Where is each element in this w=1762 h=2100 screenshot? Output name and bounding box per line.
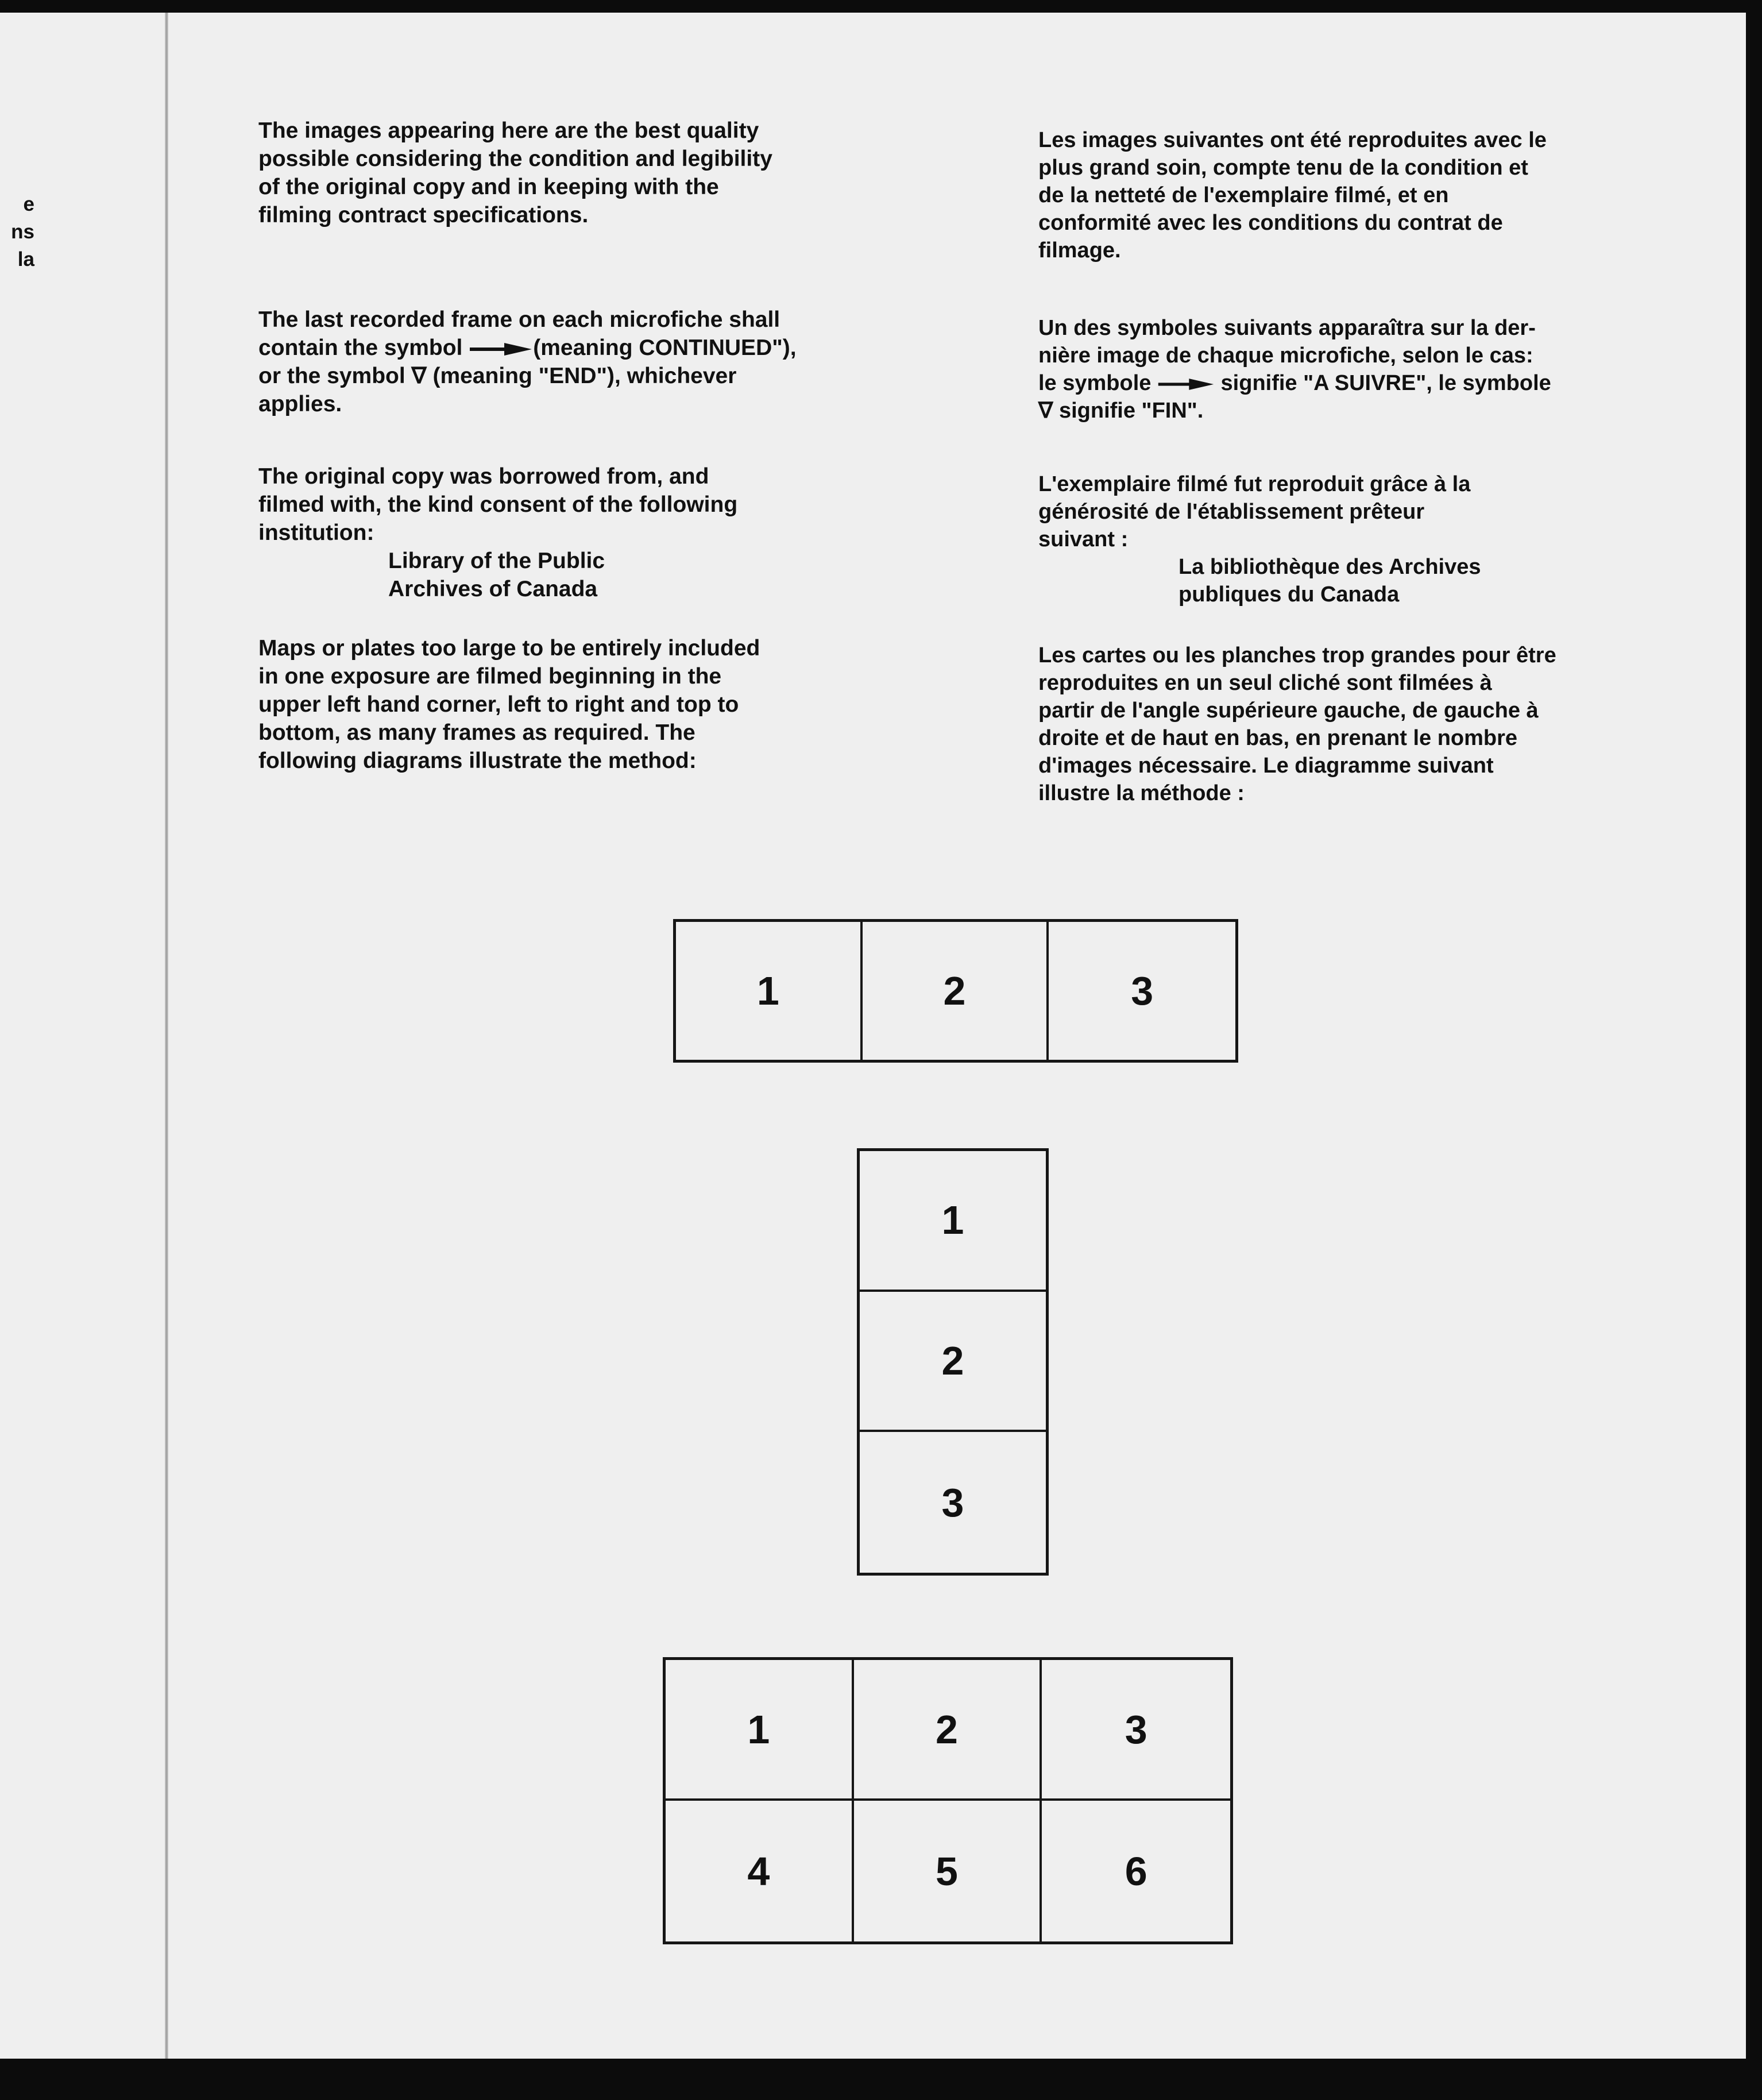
text-line: Un des symboles suivants apparaîtra sur la der- [1038, 316, 1536, 340]
text-line: nière image de chaque microfiche, selon le cas: [1038, 343, 1533, 368]
text-line: in one exposure are filmed beginning in the [258, 664, 722, 689]
frame-cell: 6 [1125, 1848, 1147, 1894]
text-fragment: (meaning "END"), whichever [426, 364, 737, 388]
text-line: droite et de haut en bas, en prenant le nombre [1038, 726, 1518, 750]
frame-cell: 2 [854, 1660, 1042, 1801]
text-line: de la netteté de l'exemplaire filmé, et en [1038, 183, 1449, 207]
text-line [258, 334, 797, 362]
text-line [1038, 369, 1551, 397]
text-line: filming contract specifications. [258, 203, 589, 227]
left-fragment-line: ns [11, 221, 34, 243]
text-line: Les cartes ou les planches trop grandes pour être [1038, 643, 1556, 667]
triangle-down-icon: ∇ [411, 364, 427, 388]
text-line: The images appearing here are the best quality [258, 118, 759, 143]
text-line: Maps or plates too large to be entirely included [258, 636, 760, 661]
frame-cell: 1 [860, 1151, 1046, 1292]
microfiche-target-page [0, 13, 1746, 2059]
fr-symbol-paragraph [1038, 314, 1551, 424]
frame-cell: 2 [860, 1292, 1046, 1433]
institution-name: Archives of Canada [388, 577, 598, 601]
text-fragment: or the symbol [258, 364, 412, 388]
text-line: générosité de l'établissement prêteur [1038, 500, 1425, 524]
institution-name: Library of the Public [388, 549, 605, 573]
text-fragment: signifie "A SUIVRE", le symbole [1214, 371, 1551, 395]
left-fragment-line: e [23, 193, 34, 215]
diagram-grid-frames [663, 1657, 1233, 1944]
institution-name: La bibliothèque des Archives [1178, 555, 1481, 579]
arrow-right-icon [1157, 377, 1215, 391]
text-line: L'exemplaire filmé fut reproduit grâce à la [1038, 472, 1471, 496]
text-line [1038, 397, 1551, 424]
text-line: plus grand soin, compte tenu de la condition et [1038, 156, 1528, 180]
text-line: filmage. [1038, 238, 1121, 262]
text-line: filmed with, the kind consent of the following [258, 492, 738, 517]
text-line: Les images suivantes ont été reproduites avec le [1038, 128, 1547, 152]
text-line: possible considering the condition and legibility [258, 146, 772, 171]
text-line: d'images nécessaire. Le diagramme suivant [1038, 754, 1494, 778]
text-line: illustre la méthode : [1038, 781, 1245, 805]
fr-quality-paragraph [1038, 126, 1547, 264]
frame-cell: 5 [854, 1801, 1042, 1941]
frame-cell: 2 [863, 922, 1049, 1060]
triangle-down-icon: ∇ [1038, 399, 1053, 423]
text-fragment: le symbole [1038, 371, 1157, 395]
page-fold-divider [165, 13, 168, 2059]
text-line: of the original copy and in keeping with the [258, 175, 719, 199]
text-fragment: contain the symbol [258, 335, 469, 360]
frame-cell: 3 [941, 1480, 964, 1525]
frame-cell: 1 [676, 922, 863, 1060]
text-line: institution: [258, 520, 374, 545]
left-page-fragment [0, 191, 34, 273]
text-fragment: signifie "FIN". [1053, 399, 1204, 423]
frame-cell: 3 [1131, 968, 1154, 1013]
text-line: upper left hand corner, left to right and top to [258, 692, 739, 717]
en-symbol-paragraph [258, 306, 797, 418]
fr-maps-paragraph [1038, 642, 1556, 807]
text-line: bottom, as many frames as required. The [258, 720, 695, 745]
text-line: following diagrams illustrate the method: [258, 748, 697, 773]
text-line: conformité avec les conditions du contrat de [1038, 211, 1503, 235]
text-fragment: (meaning CONTINUED"), [533, 335, 797, 360]
text-line: applies. [258, 392, 342, 416]
text-line: The original copy was borrowed from, and [258, 464, 709, 489]
frame-cell: 4 [666, 1801, 854, 1941]
frame-cell: 3 [1042, 1660, 1230, 1801]
left-fragment-line: la [17, 248, 34, 271]
en-institution-paragraph [258, 462, 737, 603]
institution-name: publiques du Canada [1178, 582, 1400, 607]
text-line: reproduites en un seul cliché sont filmées à [1038, 671, 1492, 695]
en-quality-paragraph [258, 117, 772, 229]
frame-cell: 1 [666, 1660, 854, 1801]
diagram-vertical-frames [857, 1148, 1049, 1576]
fr-institution-paragraph [1038, 470, 1481, 608]
diagram-horizontal-frames [673, 919, 1238, 1063]
en-maps-paragraph [258, 634, 760, 775]
text-line: The last recorded frame on each microfiche shall [258, 307, 780, 332]
text-line [258, 362, 797, 390]
text-line: suivant : [1038, 527, 1129, 551]
arrow-right-icon [469, 342, 533, 356]
text-line: partir de l'angle supérieure gauche, de gauche à [1038, 698, 1539, 723]
